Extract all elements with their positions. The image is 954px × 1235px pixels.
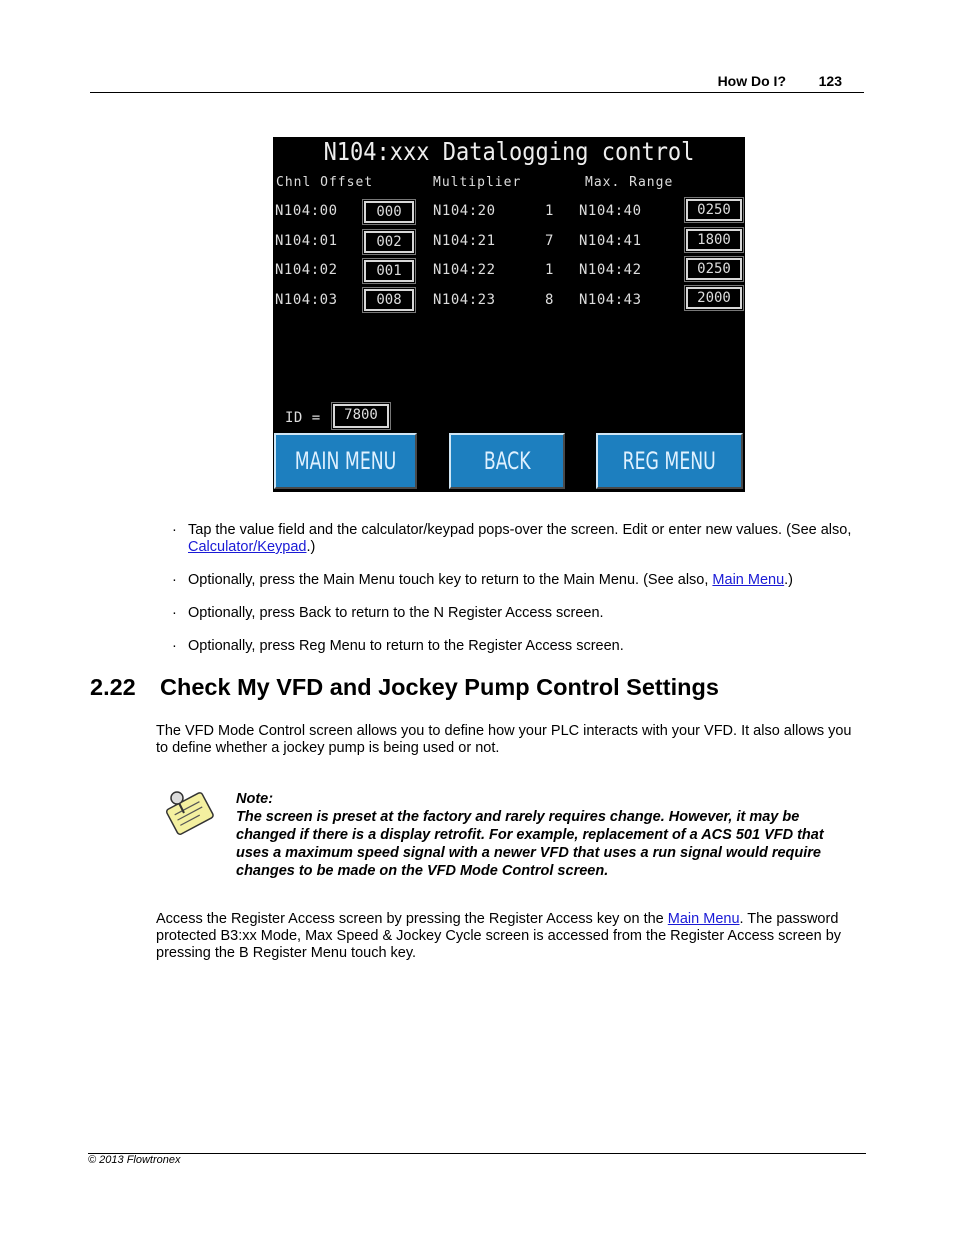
column-header-offset: Chnl Offset <box>276 175 374 190</box>
max-range-field[interactable]: 0250 <box>686 199 742 221</box>
bullet-text: Optionally, press Reg Menu to return to the Register Access screen. <box>188 638 624 654</box>
max-range-field[interactable]: 2000 <box>686 287 742 309</box>
offset-field[interactable]: 002 <box>364 231 414 253</box>
bullet-item-reg-menu <box>172 638 862 656</box>
screen-title: N104:xxx Datalogging control <box>323 138 695 167</box>
chnl-register: N104:00 <box>275 203 338 219</box>
offset-field[interactable]: 001 <box>364 260 414 282</box>
reg-menu-button-label: REG MENU <box>622 447 717 475</box>
chnl-register: N104:01 <box>275 233 338 249</box>
range-register: N104:41 <box>579 233 642 249</box>
reg-menu-button[interactable] <box>596 433 743 489</box>
bullet-text: Optionally, press Back to return to the N Register Access screen. <box>188 605 604 621</box>
multiplier-value: 1 <box>545 203 554 219</box>
note-block <box>236 790 846 880</box>
bullet-text-end: .) <box>306 539 316 555</box>
multiplier-register: N104:22 <box>433 262 496 278</box>
section-heading <box>90 674 719 701</box>
id-label: ID = <box>285 410 321 426</box>
note-pad-icon <box>160 786 218 838</box>
bullet-text-end: .) <box>784 572 794 588</box>
bullet-text <box>188 572 862 589</box>
id-field[interactable]: 7800 <box>333 404 389 428</box>
bullet-marker: · <box>172 572 177 588</box>
section-title: Check My VFD and Jockey Pump Control Settings <box>160 674 719 700</box>
intro-paragraph: The VFD Mode Control screen allows you to define how your PLC interacts with your VFD. It also allows you to define whether a jockey pump is being used or not. <box>156 723 852 756</box>
multiplier-register: N104:20 <box>433 203 496 219</box>
bullet-item-keypad <box>172 522 862 558</box>
footer-divider <box>88 1153 866 1154</box>
range-register: N104:43 <box>579 292 642 308</box>
access-text-end: . The password protected B3:xx Mode, Max Speed & Jockey Cycle screen is accessed from the Register Access screen by pressing the B Register Menu touch key. <box>156 911 842 961</box>
note-text: The screen is preset at the factory and rarely requires change. However, it may be changed if there is a display retrofit. For example, replacement of a ACS 501 VFD that uses a maximum speed signal with a newer VFD that uses a run signal would require changes to be made on the VFD Mode Control screen. <box>236 809 824 879</box>
range-register: N104:42 <box>579 262 642 278</box>
access-paragraph <box>156 911 856 962</box>
main-menu-button-label: MAIN MENU <box>294 447 397 475</box>
column-header-range: Max. Range <box>585 175 674 190</box>
bullet-item-main-menu <box>172 572 862 590</box>
back-button-label: BACK <box>483 447 531 475</box>
bullet-item-back <box>172 605 862 623</box>
bullet-marker: · <box>172 605 177 621</box>
back-button[interactable] <box>449 433 565 489</box>
note-label: Note: <box>236 791 274 807</box>
offset-field[interactable]: 008 <box>364 289 414 311</box>
multiplier-value: 7 <box>545 233 554 249</box>
footer-copyright: © 2013 Flowtronex <box>88 1154 181 1166</box>
column-header-multiplier: Multiplier <box>433 175 522 190</box>
datalogging-control-screen <box>273 137 745 492</box>
main-menu-link[interactable]: Main Menu <box>712 572 785 588</box>
chnl-register: N104:03 <box>275 292 338 308</box>
multiplier-value: 8 <box>545 292 554 308</box>
bullet-text-start: Tap the value field and the calculator/keypad pops-over the screen. Edit or enter new values. (See also, <box>188 522 852 538</box>
header-section-title: How Do I? <box>717 73 786 89</box>
bullet-marker: · <box>172 522 177 538</box>
header-page-number: 123 <box>818 73 842 89</box>
bullet-text <box>188 522 862 556</box>
main-menu-link[interactable]: Main Menu <box>667 911 740 927</box>
max-range-field[interactable]: 0250 <box>686 258 742 280</box>
main-menu-button[interactable] <box>274 433 417 489</box>
chnl-register: N104:02 <box>275 262 338 278</box>
section-number: 2.22 <box>90 674 136 700</box>
max-range-field[interactable]: 1800 <box>686 229 742 251</box>
bullet-marker: · <box>172 638 177 654</box>
calculator-keypad-link[interactable]: Calculator/Keypad <box>188 539 307 555</box>
multiplier-register: N104:21 <box>433 233 496 249</box>
multiplier-register: N104:23 <box>433 292 496 308</box>
page-header <box>90 72 864 93</box>
bullet-text-start: Optionally, press the Main Menu touch key to return to the Main Menu. (See also, <box>188 572 713 588</box>
access-text-start: Access the Register Access screen by pressing the Register Access key on the <box>156 911 668 927</box>
multiplier-value: 1 <box>545 262 554 278</box>
offset-field[interactable]: 000 <box>364 201 414 223</box>
range-register: N104:40 <box>579 203 642 219</box>
